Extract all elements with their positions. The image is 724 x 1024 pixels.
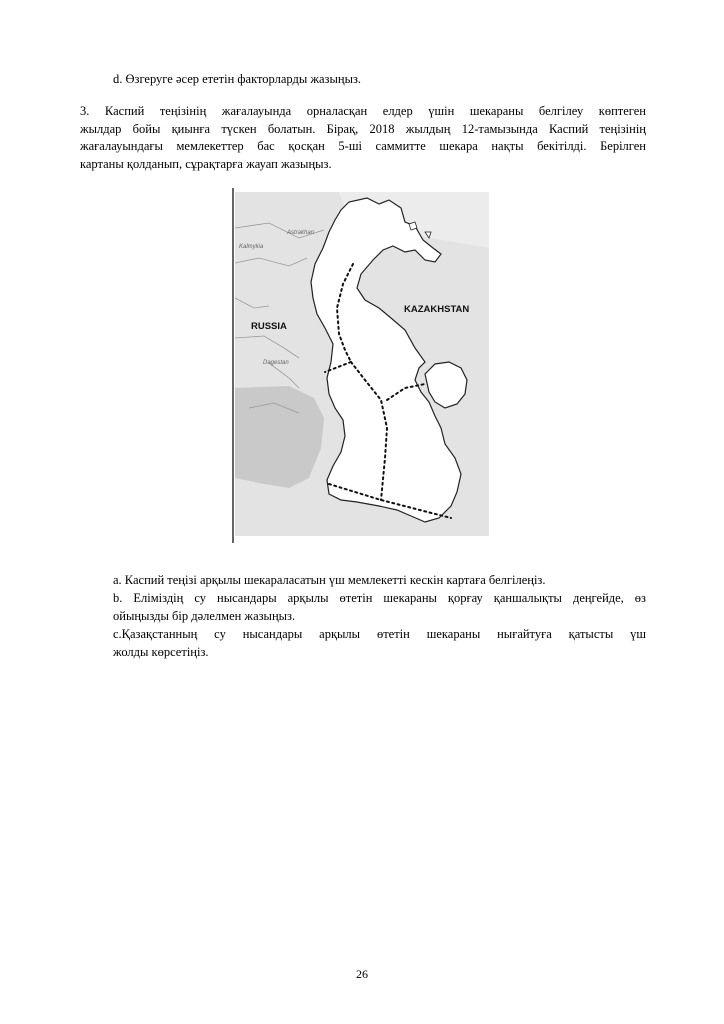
label-dagestan: Dagestan [263,360,289,366]
question-b-line: ойыңызды бір дәлелмен жазыңыз. [113,608,296,623]
question-a [113,572,646,590]
label-astrakhan: Astrakhan [287,230,315,236]
question-c-line: с.Қазақстанның су нысандары арқылы өтетін шекараны нығайтуға қатысты үш [113,627,646,641]
label-kazakhstan: KAZAKHSTAN [404,304,470,315]
caucasus-lowland [235,386,324,488]
task-3-line: картаны қолданып, сұрақтарға жауап жазыңыз. [80,156,332,171]
task-3-paragraph [80,103,646,173]
caspian-sea-map [229,188,494,543]
question-c-line: жолды көрсетіңіз. [113,644,209,659]
question-b-line: b. Еліміздің су нысандары арқылы өтетін шекараны қорғау қаншалықты деңгейде, өз [113,591,646,605]
item-d: d. Өзгеруге әсер ететін факторларды жазыңыз. [113,72,362,86]
question-c [113,626,646,661]
task-3-line: жылдар бойы қиынға түскен болатын. Бірақ, 2018 жылдың 12-тамызында Каспий теңізінің [80,121,646,136]
task-3-line: 3. Каспий теңізінің жағалауында орналасқан елдер үшін шекараны белгілеу көптеген [80,104,646,118]
question-a-line: a. Каспий теңізі арқылы шекараласатын үш мемлекетті кескін картаға белгілеңіз. [113,573,546,587]
question-b [113,590,646,625]
label-russia: RUSSIA [251,321,287,332]
caspian-map-svg [229,188,494,543]
label-kalmykia: Kalmykia [239,244,264,250]
page-number: 26 [356,967,368,981]
task-3-line: жағалауындағы мемлекеттер бас қосқан 5-ші саммитте шекара нақты бекітілді. Берілген [80,139,646,153]
